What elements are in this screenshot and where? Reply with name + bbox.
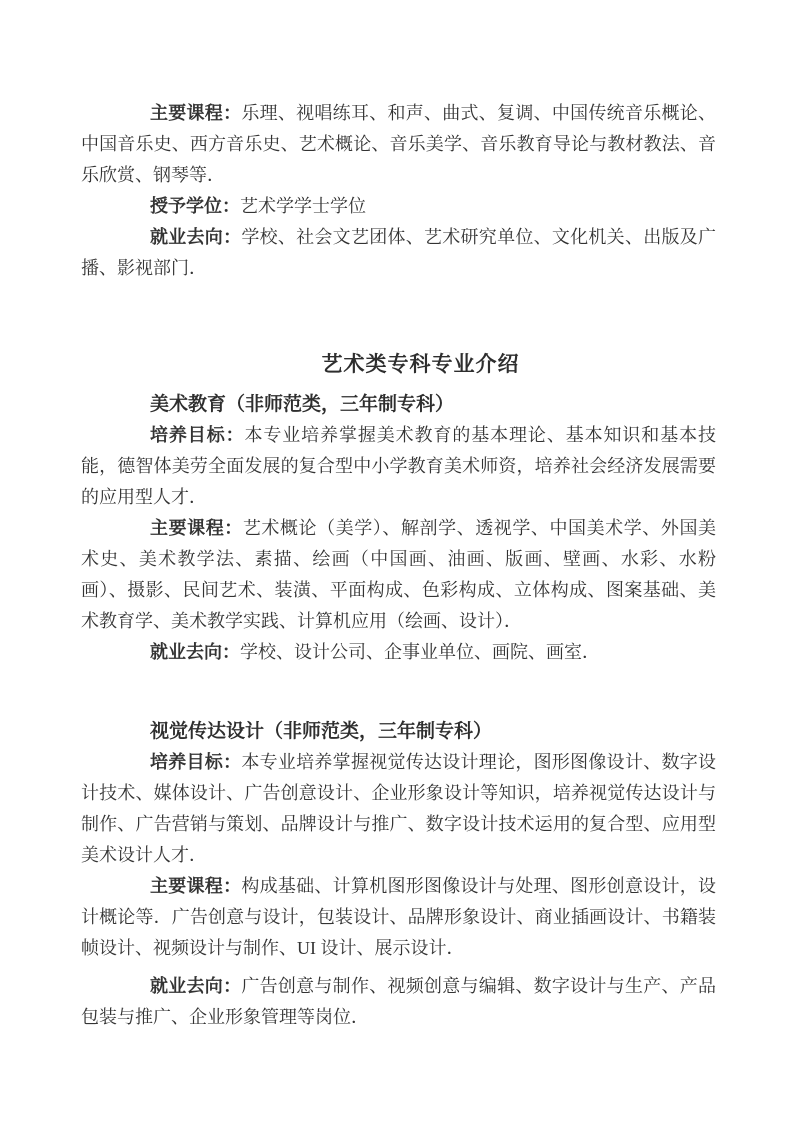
paragraph-label: 主要课程： bbox=[150, 876, 242, 896]
major-title-visual-design: 视觉传达设计（非师范类，三年制专科） bbox=[150, 721, 493, 742]
paragraph-text: 乐理、视唱练耳、和声、曲式、复调、中国传统音乐概论、中国音乐史、西方音乐史、艺术概论、音乐美学、音乐教育导论与教材教法、音乐欣赏、钢琴等． bbox=[81, 103, 717, 185]
paragraph-label: 就业去向： bbox=[150, 642, 240, 662]
paragraph-text: 学校、社会文艺团体、艺术研究单位、文化机关、出版及广播、影视部门． bbox=[81, 227, 717, 278]
paragraph-employment-art bbox=[81, 637, 716, 668]
paragraph-employment-music bbox=[81, 222, 716, 284]
paragraph-text: 艺术学学士学位 bbox=[240, 196, 366, 216]
paragraph-text: 本专业培养掌握视觉传达设计理论，图形图像设计、数字设计技术、媒体设计、广告创意设计、企业形象设计等知识，培养视觉传达设计与制作、广告营销与策划、品牌设计与推广、数字设计技术运用的复合型、应用型美术设计人才． bbox=[81, 752, 717, 865]
paragraph-label: 授予学位： bbox=[150, 196, 240, 216]
page-title: 艺术类专科专业介绍 bbox=[321, 353, 520, 376]
paragraph-main-courses-art bbox=[81, 513, 716, 637]
paragraph-label: 主要课程： bbox=[150, 518, 243, 538]
paragraph-training-objectives-art bbox=[81, 420, 716, 513]
paragraph-text: 学校、设计公司、企事业单位、画院、画室． bbox=[240, 642, 600, 662]
paragraph-label: 主要课程： bbox=[150, 103, 242, 123]
paragraph-text: 广告创意与制作、视频创意与编辑、数字设计与生产、产品包装与推广、企业形象管理等岗位． bbox=[81, 976, 717, 1027]
paragraph-text: 本专业培养掌握美术教育的基本理论、基本知识和基本技能，德智体美劳全面发展的复合型中小学教育美术师资，培养社会经济发展需要的应用型人才． bbox=[81, 425, 716, 507]
paragraph-label: 培养目标： bbox=[150, 752, 242, 772]
paragraph-text: 构成基础、计算机图形图像设计与处理、图形创意设计，设计概论等．广告创意与设计，包装设计、品牌形象设计、商业插画设计、书籍装帧设计、视频设计与制作、UI 设计、展示设计． bbox=[81, 876, 717, 958]
paragraph-label: 培养目标： bbox=[150, 425, 245, 445]
paragraph-text: 艺术概论（美学）、解剖学、透视学、中国美术学、外国美术史、美术教学法、素描、绘画（中国画、油画、版画、壁画、水彩、水粉画）、摄影、民间艺术、装潢、平面构成、色彩构成、立体构成、图案基础、美术教育学、美术教学实践、计算机应用（绘画、设计）． bbox=[81, 518, 717, 631]
paragraph-degree-awarded bbox=[81, 191, 716, 222]
paragraph-employment-design bbox=[81, 971, 716, 1033]
paragraph-label: 就业去向： bbox=[150, 227, 242, 247]
paragraph-label: 就业去向： bbox=[150, 976, 242, 996]
paragraph-training-objectives-design bbox=[81, 747, 716, 871]
major-title-art-education: 美术教育（非师范类，三年制专科） bbox=[150, 394, 455, 415]
paragraph-main-courses-music bbox=[81, 98, 716, 191]
paragraph-main-courses-design bbox=[81, 871, 716, 964]
